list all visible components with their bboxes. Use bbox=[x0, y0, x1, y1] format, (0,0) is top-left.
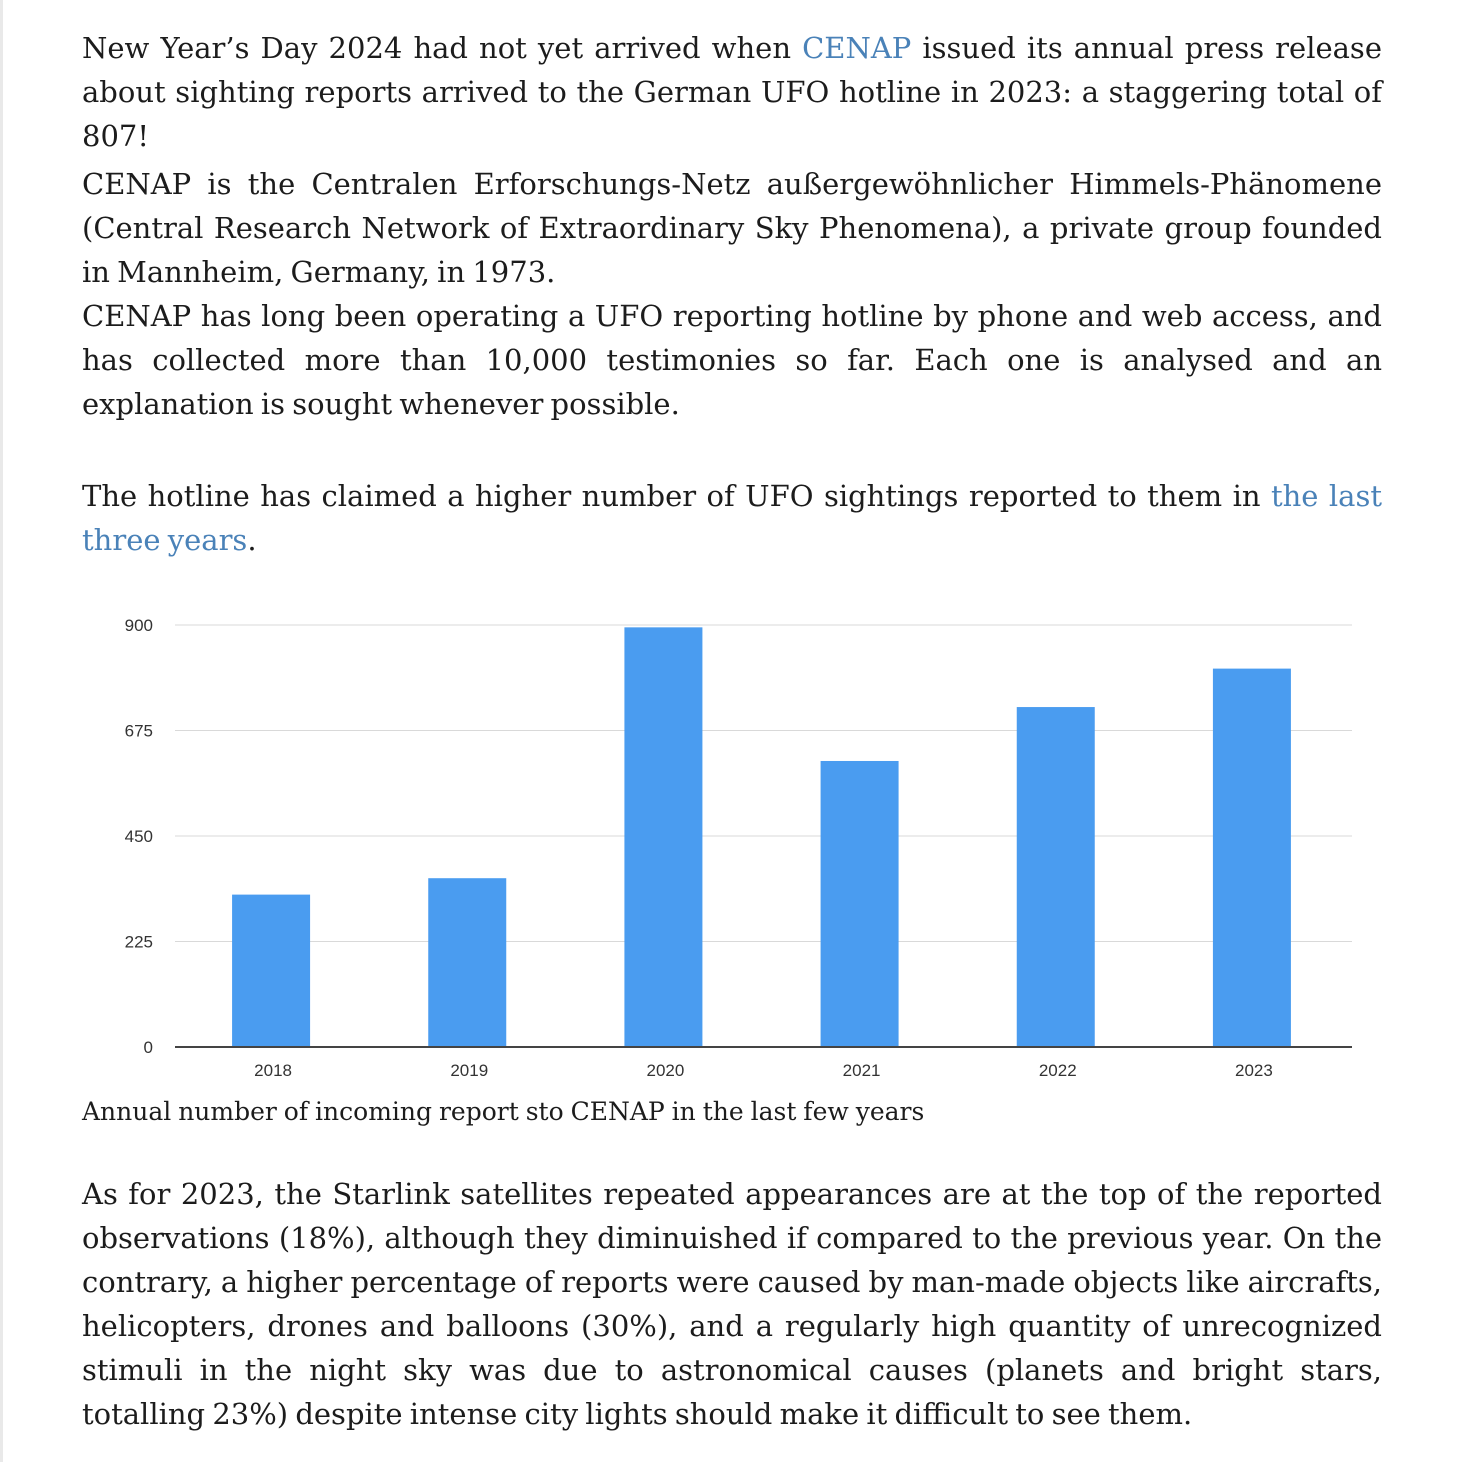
intro-paragraph bbox=[82, 26, 1382, 158]
cenap-link[interactable]: CENAP bbox=[802, 31, 912, 65]
x-tick-label: 2019 bbox=[450, 1061, 489, 1080]
intro-text-b: issued its annual press release about sighting reports arrived to the German UFO hotline in 2023: a staggering total of 807! bbox=[82, 31, 1382, 153]
hotline-text-b: . bbox=[247, 523, 257, 557]
x-tick-label: 2021 bbox=[842, 1061, 881, 1080]
last-three-years-link[interactable]: the last three years bbox=[82, 479, 1383, 557]
x-tick-label: 2022 bbox=[1038, 1061, 1077, 1080]
cenap-definition-text: CENAP is the Centralen Erforschungs-Netz außergewöhnlicher Himmels-Phänomene (Central Research Network of Extraordinary Sky Phenomena), a private group founded in Mannheim, Germany, in 1973. bbox=[82, 167, 1382, 289]
bar bbox=[1213, 669, 1291, 1047]
x-tick-label: 2020 bbox=[646, 1061, 685, 1080]
cenap-hotline-text: CENAP has long been operating a UFO reporting hotline by phone and web access, and has collected more than 10,000 testimonies so far. Each one is analysed and an explanation is sought whenever possible. bbox=[82, 299, 1382, 421]
bar bbox=[821, 761, 899, 1047]
hotline-paragraph bbox=[82, 474, 1382, 562]
bar bbox=[428, 878, 506, 1047]
y-tick-label: 900 bbox=[124, 616, 153, 635]
y-tick-label: 225 bbox=[124, 932, 153, 952]
bar bbox=[624, 627, 702, 1047]
x-tick-label: 2018 bbox=[254, 1061, 292, 1080]
bar-chart bbox=[100, 605, 1360, 1085]
chart-caption: Annual number of incoming report sto CENAP in the last few years bbox=[82, 1097, 925, 1126]
bar bbox=[232, 895, 310, 1047]
y-tick-label: 450 bbox=[124, 827, 153, 846]
hotline-text-a: The hotline has claimed a higher number of UFO sightings reported to them in bbox=[82, 479, 1271, 513]
intro-text-a: New Year’s Day 2024 had not yet arrived when bbox=[82, 31, 803, 65]
x-tick-label: 2023 bbox=[1235, 1061, 1273, 1080]
cenap-description bbox=[82, 162, 1382, 426]
left-border bbox=[0, 0, 3, 1462]
bar bbox=[1017, 707, 1095, 1047]
y-tick-label: 0 bbox=[143, 1038, 153, 1057]
y-tick-label: 675 bbox=[124, 721, 153, 741]
observations-paragraph: As for 2023, the Starlink satellites repeated appearances are at the top of the reported observations (18%), although they diminuished if compared to the previous year. On the contrary, a higher percentage of reports were caused by man-made objects like aircrafts, helicopters, drones and balloons (30%), and a regularly high quantity of unrecognized stimuli in the night sky was due to astronomical causes (planets and bright stars, totalling 23%) despite intense city lights should make it difficult to see them. bbox=[82, 1177, 1382, 1431]
